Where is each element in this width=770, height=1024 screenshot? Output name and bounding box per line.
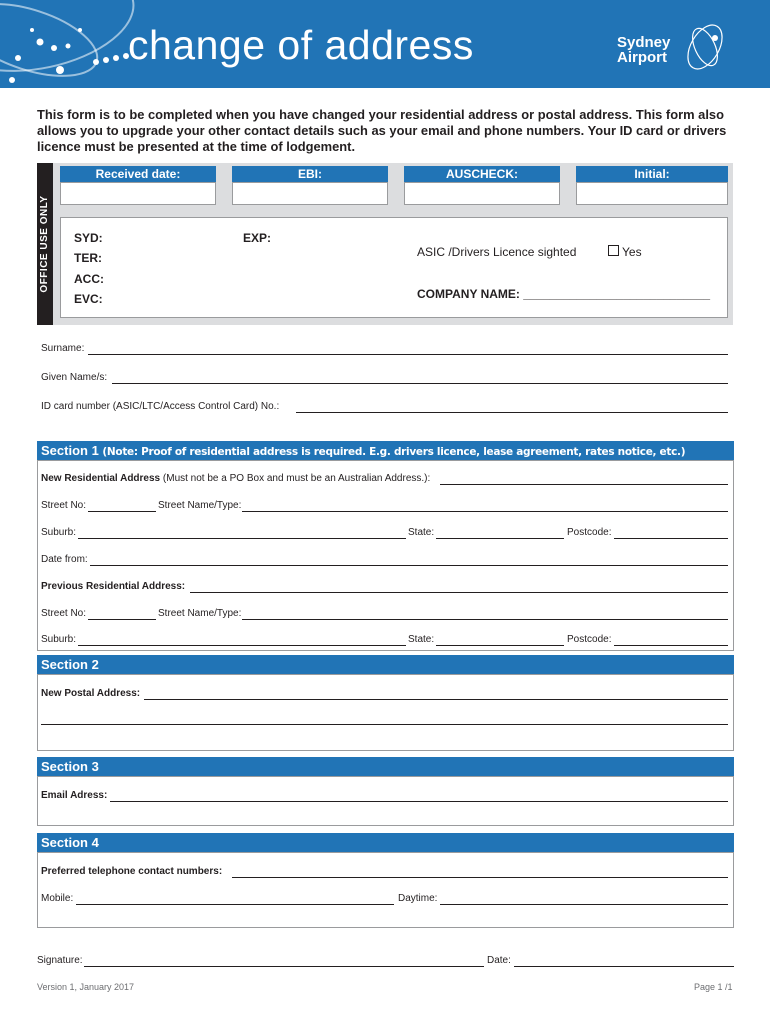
licence-sighted-label: ASIC /Drivers Licence sighted (417, 245, 577, 259)
given-name-input[interactable] (112, 383, 728, 384)
evc-label: EVC: (74, 292, 103, 306)
surname-label: Surname: (41, 343, 85, 354)
intro-text: This form is to be completed when you have changed your residential address or postal address. This form also allows you to upgrade your other contact details such as your email and phone numbers. Your ID card or drivers licence must be presented at the time of lodgement. (37, 107, 727, 154)
new-postal-address-label: New Postal Address: (41, 688, 141, 699)
prev-state-label: State: (408, 634, 435, 645)
suburb-label: Suburb: (41, 527, 77, 538)
postal-address-line-1[interactable] (144, 699, 728, 700)
office-details-box (60, 217, 728, 318)
street-name-label: Street Name/Type: (158, 500, 242, 511)
prev-postcode-label: Postcode: (567, 634, 612, 645)
auscheck-header: AUSCHECK: (404, 166, 560, 182)
postcode-input[interactable] (614, 538, 728, 539)
version-text: Version 1, January 2017 (37, 982, 135, 992)
surname-input[interactable] (88, 354, 728, 355)
logo-line-2: Airport (617, 49, 667, 66)
section-4-box (37, 852, 734, 928)
new-residential-bold: New Residential Address (41, 473, 161, 484)
date-input[interactable] (514, 966, 734, 967)
section-1-header (37, 441, 734, 460)
prev-suburb-input[interactable] (78, 645, 406, 646)
suburb-input[interactable] (78, 538, 406, 539)
yes-checkbox[interactable] (608, 245, 619, 256)
previous-residential-line[interactable] (190, 592, 728, 593)
company-name-label: COMPANY NAME: ____________________________ (417, 287, 711, 301)
date-label: Date: (487, 955, 511, 966)
state-input[interactable] (436, 538, 564, 539)
signature-input[interactable] (84, 966, 484, 967)
prev-street-name-input[interactable] (242, 619, 728, 620)
postcode-label: Postcode: (567, 527, 612, 538)
office-use-label: OFFICE USE ONLY (39, 195, 50, 293)
section-1-title: Section 1 (41, 443, 99, 458)
section-1-box (37, 460, 734, 651)
email-label: Email Adress: (41, 790, 108, 801)
received-date-input[interactable] (60, 182, 216, 205)
date-from-input[interactable] (90, 565, 728, 566)
logo-line-1: Sydney (617, 34, 671, 51)
street-no-input[interactable] (88, 511, 156, 512)
received-date-header: Received date: (60, 166, 216, 182)
previous-residential-label: Previous Residential Address: (41, 581, 186, 592)
prev-street-no-input[interactable] (88, 619, 156, 620)
new-residential-line[interactable] (440, 484, 728, 485)
exp-label: EXP: (243, 231, 272, 245)
street-no-label: Street No: (41, 500, 87, 511)
section-3-header: Section 3 (37, 757, 734, 776)
initial-header: Initial: (576, 166, 728, 182)
new-residential-note: (Must not be a PO Box and must be an Australian Address.): (162, 473, 431, 484)
form-title: change of address (128, 22, 474, 68)
section-4-header: Section 4 (37, 833, 734, 852)
postal-address-line-2[interactable] (41, 724, 728, 725)
new-residential-address-label (41, 473, 430, 484)
yes-label: Yes (622, 245, 642, 259)
email-input[interactable] (110, 801, 728, 802)
sydney-airport-logo (617, 35, 670, 65)
id-card-input[interactable] (296, 412, 728, 413)
signature-label: Signature: (37, 955, 83, 966)
daytime-label: Daytime: (398, 893, 438, 904)
ebi-input[interactable] (232, 182, 388, 205)
given-name-label: Given Name/s: (41, 372, 108, 383)
syd-label: SYD: (74, 231, 103, 245)
prev-street-no-label: Street No: (41, 608, 87, 619)
header-banner (0, 0, 770, 88)
prev-suburb-label: Suburb: (41, 634, 77, 645)
section-1-note: (Note: Proof of residential address is required. E.g. drivers licence, lease agreement, rates notice, etc.) (102, 446, 686, 458)
telephone-label: Preferred telephone contact numbers: (41, 866, 223, 877)
daytime-input[interactable] (440, 904, 728, 905)
acc-label: ACC: (74, 272, 104, 286)
prev-state-input[interactable] (436, 645, 564, 646)
state-label: State: (408, 527, 435, 538)
ter-label: TER: (74, 251, 102, 265)
auscheck-input[interactable] (404, 182, 560, 205)
id-card-label: ID card number (ASIC/LTC/Access Control Card) No.: (41, 401, 280, 412)
mobile-label: Mobile: (41, 893, 74, 904)
section-2-box (37, 674, 734, 751)
street-name-input[interactable] (242, 511, 728, 512)
page-number: Page 1 /1 (694, 982, 733, 992)
date-from-label: Date from: (41, 554, 88, 565)
section-2-header: Section 2 (37, 655, 734, 674)
initial-input[interactable] (576, 182, 728, 205)
telephone-line[interactable] (232, 877, 728, 878)
mobile-input[interactable] (76, 904, 394, 905)
prev-street-name-label: Street Name/Type: (158, 608, 242, 619)
prev-postcode-input[interactable] (614, 645, 728, 646)
ebi-header: EBI: (232, 166, 388, 182)
